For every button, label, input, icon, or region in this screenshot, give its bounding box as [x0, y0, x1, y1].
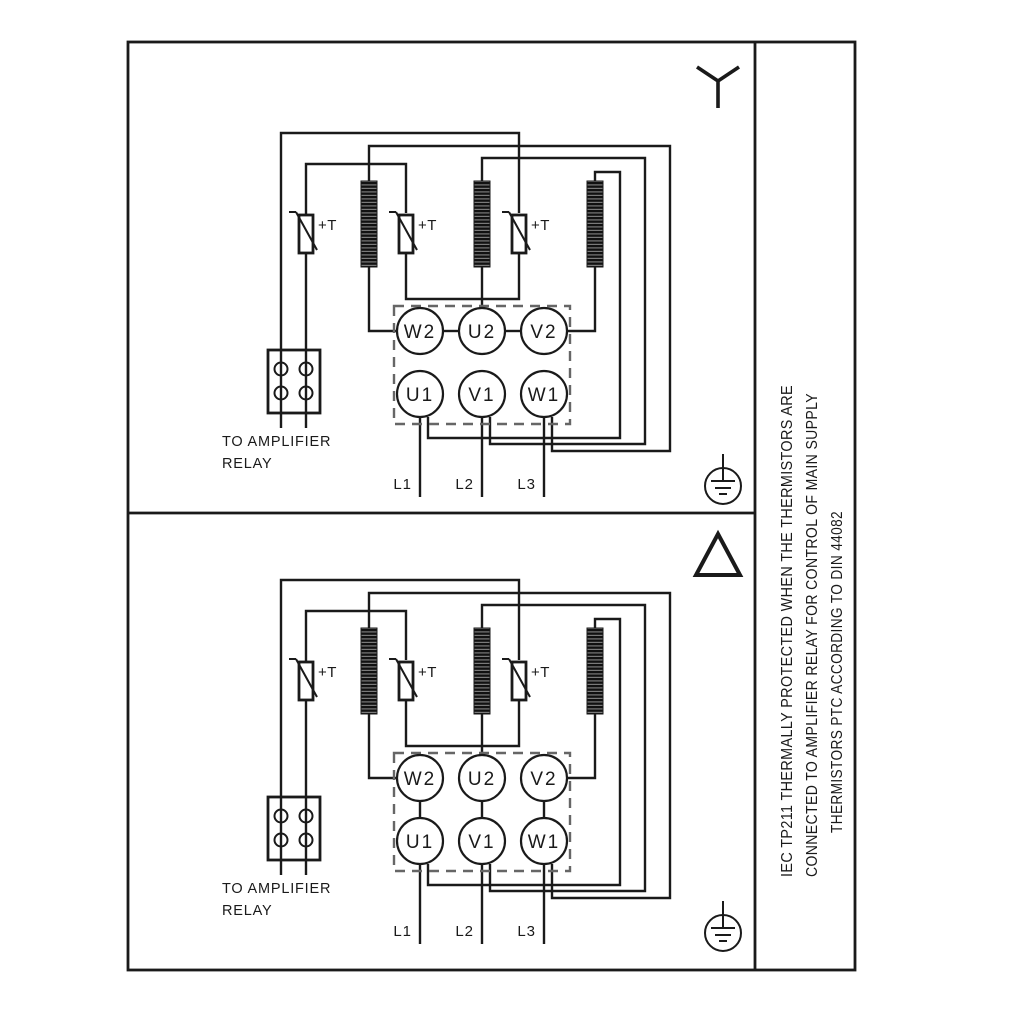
thermistor-3-label: +T [531, 217, 550, 234]
terminal-u1-label: U1 [405, 385, 435, 406]
coil-1 [361, 181, 377, 267]
side-note-line3: THERMISTORS PTC ACCORDING TO DIN 44082 [829, 468, 846, 833]
terminal-v2-label: V2 [530, 322, 558, 343]
supply-l1-label: L1 [393, 476, 412, 493]
terminal-w2-label: W2 [403, 322, 437, 343]
side-note-line2: CONNECTED TO AMPLIFIER RELAY FOR CONTROL OF MAIN SUPPLY [804, 342, 821, 877]
thermistor-1-label: +T [318, 217, 337, 234]
terminal-u2-label: U2 [467, 322, 497, 343]
terminal-v1-label: V1 [468, 385, 496, 406]
coil-2 [474, 181, 490, 267]
terminal-w1-label: W1 [527, 385, 561, 406]
supply-l3-label: L3 [517, 476, 536, 493]
thermistor-2-label: +T [418, 217, 437, 234]
side-note-line1: IEC TP211 THERMALLY PROTECTED WHEN THE THERMISTORS ARE [779, 346, 796, 877]
supply-l2-label: L2 [455, 476, 474, 493]
relay-caption-line1: TO AMPLIFIER [222, 434, 332, 450]
relay-caption-line2: RELAY [222, 456, 273, 472]
coil-3 [587, 181, 603, 267]
